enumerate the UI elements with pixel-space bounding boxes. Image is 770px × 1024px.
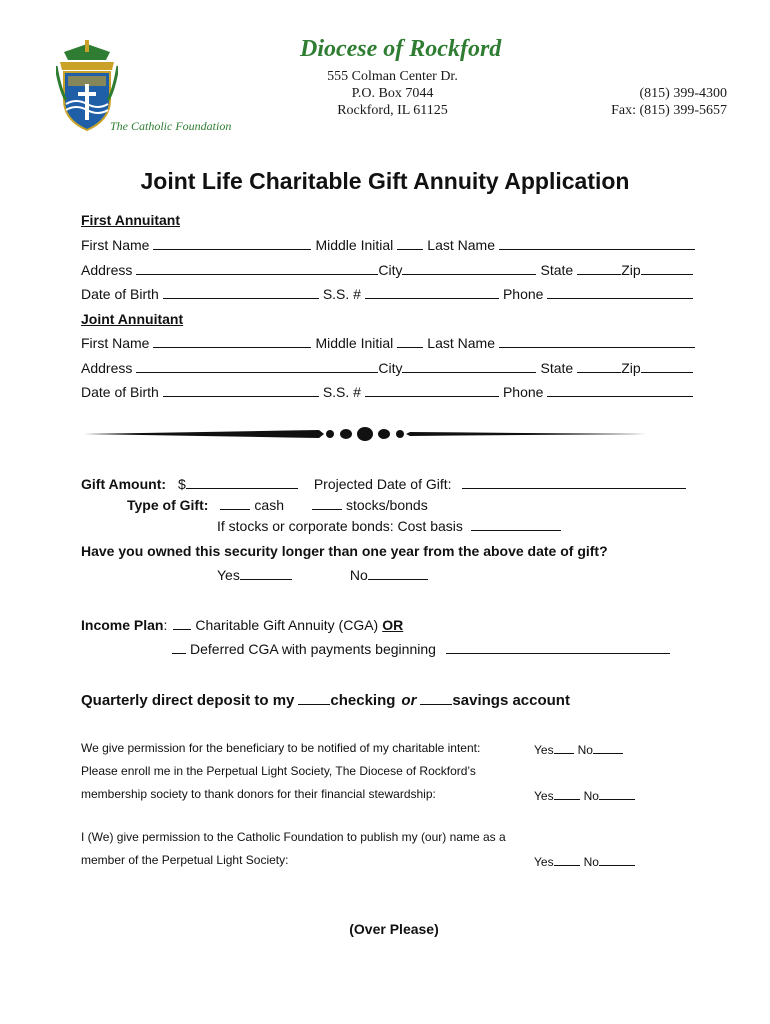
permission-2-text-line-1: Please enroll me in the Perpetual Light Society, The Diocese of Rockford’s (81, 764, 476, 778)
ssn-field[interactable] (365, 286, 499, 299)
permission-3-answers (534, 853, 635, 869)
zip-field[interactable] (641, 262, 693, 275)
savings-field[interactable] (420, 692, 452, 705)
deposit-or: or (401, 692, 417, 709)
projected-date-label: Projected Date of Gift: (313, 476, 452, 492)
state-field[interactable] (577, 262, 621, 275)
stocks-field[interactable] (312, 497, 342, 510)
first-annuitant-address-row (81, 262, 693, 278)
permission-3-text-line-1: I (We) give permission to the Catholic Foundation to publish my (our) name as a (81, 830, 506, 844)
gift-amount-label: Gift Amount: (81, 476, 167, 492)
cost-basis-field[interactable] (471, 518, 561, 531)
joint-annuitant-heading: Joint Annuitant (81, 311, 184, 327)
deferred-field[interactable] (172, 641, 186, 654)
cga-field[interactable] (173, 617, 191, 630)
foundation-name: The Catholic Foundation (110, 119, 232, 133)
last-name-label: Last Name (427, 335, 495, 351)
phone-label: Phone (502, 384, 544, 400)
last-name-field[interactable] (499, 237, 695, 250)
address-field[interactable] (136, 360, 378, 373)
permission-3-text-line-2: member of the Perpetual Light Society: (81, 853, 289, 867)
cost-basis-row (217, 518, 561, 534)
ssn-label: S.S. # (322, 384, 361, 400)
zip-label: Zip (621, 360, 641, 376)
dob-label: Date of Birth (81, 286, 159, 302)
no-field[interactable] (599, 787, 635, 800)
deposit-row (81, 692, 570, 709)
or-label: OR (382, 617, 404, 633)
gift-amount-field[interactable] (186, 476, 298, 489)
org-name: Diocese of Rockford (300, 36, 502, 62)
middle-initial-label: Middle Initial (315, 237, 394, 253)
gift-type-label: Type of Gift: (127, 497, 209, 513)
first-annuitant-heading: First Annuitant (81, 212, 181, 228)
address-line-3: Rockford, IL 61125 (337, 103, 448, 118)
page-title: Joint Life Charitable Gift Annuity Application (140, 168, 630, 194)
yes-label: Yes (217, 567, 240, 583)
last-name-field[interactable] (499, 335, 695, 348)
first-name-label: First Name (81, 237, 150, 253)
yes-label: Yes (534, 855, 554, 869)
cost-basis-label: If stocks or corporate bonds: Cost basis (217, 518, 463, 534)
address-label: Address (81, 262, 133, 278)
cash-label: cash (254, 497, 284, 513)
first-annuitant-name-row (81, 237, 695, 253)
first-name-field[interactable] (153, 237, 311, 250)
gift-type-row (127, 497, 428, 513)
dob-field[interactable] (163, 384, 319, 397)
no-field[interactable] (599, 853, 635, 866)
yes-field[interactable] (240, 567, 292, 580)
state-label: State (540, 360, 574, 376)
permission-1-text: We give permission for the beneficiary to be notified of my charitable intent: (81, 741, 481, 755)
no-label: No (583, 855, 599, 869)
yes-field[interactable] (554, 741, 574, 754)
first-annuitant-dob-row (81, 286, 693, 302)
joint-annuitant-name-row (81, 335, 695, 351)
city-label: City (378, 262, 403, 278)
stocks-label: stocks/bonds (345, 497, 428, 513)
permission-2-answers (534, 787, 635, 803)
diocese-crest-icon (56, 40, 118, 132)
middle-initial-label: Middle Initial (315, 335, 394, 351)
holding-answer-row (217, 567, 428, 583)
phone-field[interactable] (547, 384, 693, 397)
phone-number: (815) 399-4300 (639, 86, 727, 101)
dob-label: Date of Birth (81, 384, 159, 400)
cga-label: Charitable Gift Annuity (CGA) (195, 617, 379, 633)
gift-amount-row (81, 476, 686, 492)
city-field[interactable] (402, 262, 536, 275)
no-field[interactable] (593, 741, 623, 754)
deferred-label: Deferred CGA with payments beginning (190, 641, 436, 657)
dob-field[interactable] (163, 286, 319, 299)
joint-annuitant-dob-row (81, 384, 693, 400)
yes-label: Yes (534, 789, 554, 803)
middle-initial-field[interactable] (397, 335, 423, 348)
over-please-footer: (Over Please) (349, 921, 439, 937)
middle-initial-field[interactable] (397, 237, 423, 250)
state-label: State (540, 262, 574, 278)
phone-field[interactable] (547, 286, 693, 299)
zip-field[interactable] (641, 360, 693, 373)
income-plan-row (81, 617, 403, 633)
deposit-prefix: Quarterly direct deposit to my (81, 692, 295, 709)
dollar-sign: $ (178, 476, 186, 492)
zip-label: Zip (621, 262, 641, 278)
phone-label: Phone (502, 286, 544, 302)
no-label: No (583, 789, 599, 803)
yes-field[interactable] (554, 787, 580, 800)
ssn-field[interactable] (365, 384, 499, 397)
holding-question: Have you owned this security longer than one year from the above date of gift? (81, 543, 608, 559)
projected-date-field[interactable] (462, 476, 686, 489)
address-label: Address (81, 360, 133, 376)
income-plan-label: Income Plan (81, 617, 164, 633)
fax-number: Fax: (815) 399-5657 (611, 103, 727, 118)
deferred-row (172, 641, 670, 657)
city-label: City (378, 360, 403, 376)
address-field[interactable] (136, 262, 378, 275)
income-plan-colon: : (163, 617, 168, 633)
checking-label: checking (330, 692, 396, 709)
state-field[interactable] (577, 360, 621, 373)
permission-2-text-line-2: membership society to thank donors for their financial stewardship: (81, 787, 436, 801)
checking-field[interactable] (298, 692, 330, 705)
no-label: No (577, 743, 593, 757)
address-line-1: 555 Colman Center Dr. (327, 69, 458, 84)
address-line-2: P.O. Box 7044 (351, 86, 434, 101)
ssn-label: S.S. # (322, 286, 361, 302)
deferred-date-field[interactable] (446, 641, 670, 654)
savings-label: savings account (452, 692, 570, 709)
first-name-label: First Name (81, 335, 150, 351)
no-field[interactable] (368, 567, 428, 580)
last-name-label: Last Name (427, 237, 495, 253)
ornamental-divider (84, 424, 646, 444)
cash-field[interactable] (220, 497, 250, 510)
no-label: No (349, 567, 368, 583)
yes-label: Yes (534, 743, 554, 757)
joint-annuitant-address-row (81, 360, 693, 376)
yes-field[interactable] (554, 853, 580, 866)
city-field[interactable] (402, 360, 536, 373)
permission-1-answers (534, 741, 623, 757)
first-name-field[interactable] (153, 335, 311, 348)
